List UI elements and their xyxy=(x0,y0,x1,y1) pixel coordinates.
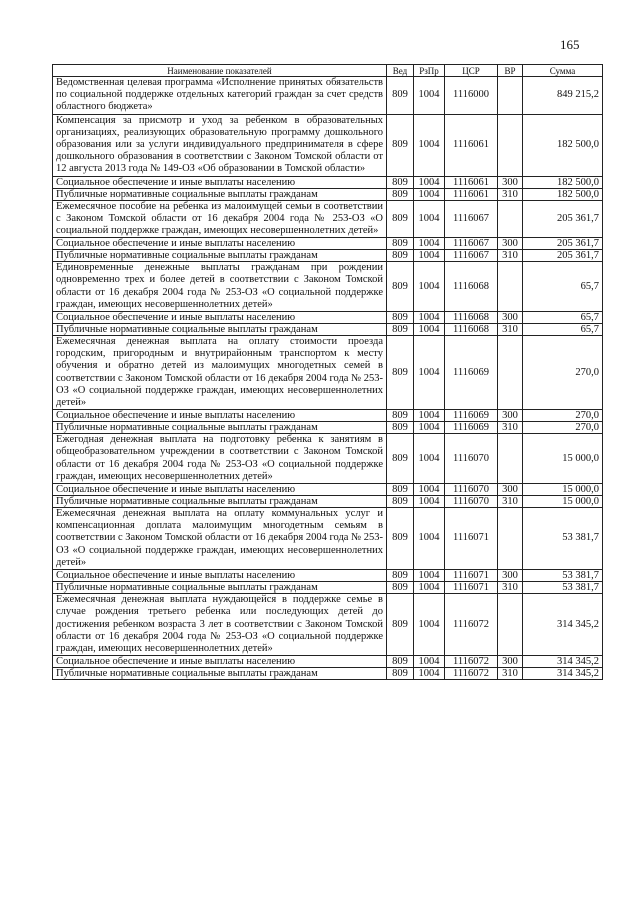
cell-vr: 300 xyxy=(498,312,523,324)
cell-vr xyxy=(498,508,523,570)
cell-rzpr: 1004 xyxy=(414,570,445,582)
cell-name: Публичные нормативные социальные выплаты гражданам xyxy=(53,250,387,262)
cell-name: Ежегодная денежная выплата на подготовку ребенка к занятиям в общеобразовательном учреждении в соответствии с Законом Томской области от 16 декабря 2004 года № 253-ОЗ «О социальной поддержке граждан, имеющих несовершеннолетних детей» xyxy=(53,434,387,484)
cell-rzpr: 1004 xyxy=(414,496,445,508)
cell-sum: 270,0 xyxy=(523,336,603,410)
cell-csr: 1116061 xyxy=(445,114,498,176)
cell-name: Социальное обеспечение и иные выплаты населению xyxy=(53,410,387,422)
cell-name: Компенсация за присмотр и уход за ребенком в образовательных организациях, реализующих образовательную программу дошкольного образования или за услуги индивидуального предпринимателя в сфере дошкольного образования в соответствии с Законом Томской области от 12 августа 2013 года № 149-ОЗ «Об образовании в Томской области» xyxy=(53,114,387,176)
cell-rzpr: 1004 xyxy=(414,312,445,324)
cell-ved: 809 xyxy=(387,336,414,410)
cell-vr: 310 xyxy=(498,250,523,262)
table-row xyxy=(53,484,603,496)
cell-name: Ежемесячное пособие на ребенка из малоимущей семьи в соответствии с Законом Томской области от 16 декабря 2004 года № 253-ОЗ «О социальной поддержке граждан, имеющих несовершеннолетних детей» xyxy=(53,200,387,238)
cell-name: Социальное обеспечение и иные выплаты населению xyxy=(53,570,387,582)
cell-sum: 15 000,0 xyxy=(523,496,603,508)
cell-sum: 270,0 xyxy=(523,410,603,422)
cell-sum: 65,7 xyxy=(523,324,603,336)
cell-sum: 182 500,0 xyxy=(523,114,603,176)
cell-ved: 809 xyxy=(387,508,414,570)
cell-ved: 809 xyxy=(387,238,414,250)
cell-sum: 53 381,7 xyxy=(523,570,603,582)
cell-sum: 182 500,0 xyxy=(523,188,603,200)
table-header-row xyxy=(53,65,603,77)
cell-rzpr: 1004 xyxy=(414,656,445,668)
cell-csr: 1116069 xyxy=(445,336,498,410)
table-row xyxy=(53,250,603,262)
cell-ved: 809 xyxy=(387,656,414,668)
cell-csr: 1116070 xyxy=(445,484,498,496)
cell-vr xyxy=(498,262,523,312)
cell-csr: 1116071 xyxy=(445,582,498,594)
cell-sum: 314 345,2 xyxy=(523,656,603,668)
budget-table xyxy=(52,64,603,680)
cell-csr: 1116071 xyxy=(445,508,498,570)
cell-sum: 15 000,0 xyxy=(523,484,603,496)
header-sum: Сумма xyxy=(523,65,603,77)
cell-ved: 809 xyxy=(387,582,414,594)
cell-name: Публичные нормативные социальные выплаты гражданам xyxy=(53,668,387,680)
cell-csr: 1116067 xyxy=(445,200,498,238)
cell-vr: 310 xyxy=(498,324,523,336)
cell-ved: 809 xyxy=(387,496,414,508)
header-vr: ВР xyxy=(498,65,523,77)
cell-vr: 310 xyxy=(498,422,523,434)
cell-csr: 1116072 xyxy=(445,668,498,680)
cell-ved: 809 xyxy=(387,77,414,115)
cell-vr: 310 xyxy=(498,668,523,680)
cell-ved: 809 xyxy=(387,114,414,176)
cell-name: Социальное обеспечение и иные выплаты населению xyxy=(53,484,387,496)
cell-sum: 15 000,0 xyxy=(523,434,603,484)
table-row xyxy=(53,410,603,422)
cell-ved: 809 xyxy=(387,484,414,496)
table-row xyxy=(53,668,603,680)
cell-csr: 1116061 xyxy=(445,188,498,200)
cell-vr: 300 xyxy=(498,570,523,582)
cell-rzpr: 1004 xyxy=(414,668,445,680)
cell-csr: 1116070 xyxy=(445,496,498,508)
table-row xyxy=(53,508,603,570)
cell-name: Публичные нормативные социальные выплаты гражданам xyxy=(53,422,387,434)
table-row xyxy=(53,77,603,115)
cell-name: Ежемесячная денежная выплата на оплату стоимости проезда городским, пригородным и внутрирайонным транспортом к месту обучения и обратно детей из малоимущих многодетных семей в соответствии с Законом Томской области от 16 декабря 2004 года № 253-ОЗ «О социальной поддержке граждан, имеющих несовершеннолетних детей» xyxy=(53,336,387,410)
table-row xyxy=(53,422,603,434)
table-row xyxy=(53,656,603,668)
cell-sum: 205 361,7 xyxy=(523,238,603,250)
cell-csr: 1116069 xyxy=(445,422,498,434)
cell-sum: 53 381,7 xyxy=(523,582,603,594)
cell-name: Социальное обеспечение и иные выплаты населению xyxy=(53,312,387,324)
cell-sum: 849 215,2 xyxy=(523,77,603,115)
cell-sum: 205 361,7 xyxy=(523,200,603,238)
table-row xyxy=(53,262,603,312)
cell-vr: 300 xyxy=(498,238,523,250)
cell-ved: 809 xyxy=(387,668,414,680)
cell-vr: 300 xyxy=(498,484,523,496)
cell-csr: 1116061 xyxy=(445,176,498,188)
cell-name: Ведомственная целевая программа «Исполнение принятых обязательств по социальной поддержке отдельных категорий граждан за счет средств областного бюджета» xyxy=(53,77,387,115)
header-rzpr: РзПр xyxy=(414,65,445,77)
cell-rzpr: 1004 xyxy=(414,77,445,115)
table-row xyxy=(53,200,603,238)
cell-rzpr: 1004 xyxy=(414,200,445,238)
cell-rzpr: 1004 xyxy=(414,410,445,422)
header-ved: Вед xyxy=(387,65,414,77)
cell-csr: 1116070 xyxy=(445,434,498,484)
cell-vr xyxy=(498,434,523,484)
cell-ved: 809 xyxy=(387,594,414,656)
table-row xyxy=(53,324,603,336)
cell-name: Ежемесячная денежная выплата на оплату коммунальных услуг и компенсационная доплата малоимущим многодетным семьям в соответствии с Законом Томской области от 16 декабря 2004 года № 253-ОЗ «О социальной поддержке граждан, имеющих несовершеннолетних детей» xyxy=(53,508,387,570)
cell-name: Публичные нормативные социальные выплаты гражданам xyxy=(53,496,387,508)
cell-rzpr: 1004 xyxy=(414,508,445,570)
table-row xyxy=(53,434,603,484)
cell-rzpr: 1004 xyxy=(414,324,445,336)
cell-vr: 300 xyxy=(498,410,523,422)
header-name: Наименование показателей xyxy=(53,65,387,77)
cell-name: Ежемесячная денежная выплата нуждающейся в поддержке семье в случае рождения третьего ребенка или последующих детей до достижения ребенком возраста 3 лет в соответствии с Законом Томской области от 16 декабря 2004 года № 253-ОЗ «О социальной поддержке граждан, имеющих несовершеннолетних детей» xyxy=(53,594,387,656)
cell-rzpr: 1004 xyxy=(414,434,445,484)
cell-ved: 809 xyxy=(387,262,414,312)
cell-csr: 1116067 xyxy=(445,250,498,262)
cell-sum: 270,0 xyxy=(523,422,603,434)
cell-csr: 1116072 xyxy=(445,656,498,668)
cell-ved: 809 xyxy=(387,422,414,434)
cell-name: Социальное обеспечение и иные выплаты населению xyxy=(53,176,387,188)
cell-sum: 182 500,0 xyxy=(523,176,603,188)
cell-ved: 809 xyxy=(387,200,414,238)
cell-csr: 1116072 xyxy=(445,594,498,656)
cell-ved: 809 xyxy=(387,434,414,484)
cell-csr: 1116071 xyxy=(445,570,498,582)
cell-name: Социальное обеспечение и иные выплаты населению xyxy=(53,238,387,250)
cell-vr: 310 xyxy=(498,582,523,594)
page-number: 165 xyxy=(560,37,580,52)
table-row xyxy=(53,594,603,656)
cell-ved: 809 xyxy=(387,570,414,582)
cell-rzpr: 1004 xyxy=(414,262,445,312)
table-row xyxy=(53,312,603,324)
cell-ved: 809 xyxy=(387,188,414,200)
cell-ved: 809 xyxy=(387,312,414,324)
table-row xyxy=(53,114,603,176)
cell-csr: 1116068 xyxy=(445,324,498,336)
table-row xyxy=(53,176,603,188)
cell-vr: 300 xyxy=(498,656,523,668)
table-row xyxy=(53,570,603,582)
table-body xyxy=(53,77,603,680)
cell-csr: 1116068 xyxy=(445,262,498,312)
cell-vr xyxy=(498,200,523,238)
cell-ved: 809 xyxy=(387,250,414,262)
cell-vr xyxy=(498,336,523,410)
cell-ved: 809 xyxy=(387,324,414,336)
cell-rzpr: 1004 xyxy=(414,176,445,188)
cell-rzpr: 1004 xyxy=(414,594,445,656)
cell-csr: 1116000 xyxy=(445,77,498,115)
table-row xyxy=(53,238,603,250)
cell-rzpr: 1004 xyxy=(414,188,445,200)
cell-sum: 65,7 xyxy=(523,262,603,312)
cell-csr: 1116068 xyxy=(445,312,498,324)
table-row xyxy=(53,582,603,594)
cell-csr: 1116067 xyxy=(445,238,498,250)
cell-sum: 53 381,7 xyxy=(523,508,603,570)
cell-rzpr: 1004 xyxy=(414,250,445,262)
cell-vr xyxy=(498,77,523,115)
cell-rzpr: 1004 xyxy=(414,336,445,410)
table-row xyxy=(53,336,603,410)
cell-name: Публичные нормативные социальные выплаты гражданам xyxy=(53,582,387,594)
cell-vr xyxy=(498,114,523,176)
cell-name: Публичные нормативные социальные выплаты гражданам xyxy=(53,324,387,336)
table-row xyxy=(53,188,603,200)
cell-rzpr: 1004 xyxy=(414,422,445,434)
cell-vr: 310 xyxy=(498,496,523,508)
header-csr: ЦСР xyxy=(445,65,498,77)
cell-name: Единовременные денежные выплаты гражданам при рождении одновременно трех и более детей в соответствии с Законом Томской области от 16 декабря 2004 года № 253-ОЗ «О социальной поддержке граждан, имеющих несовершеннолетних детей» xyxy=(53,262,387,312)
cell-sum: 314 345,2 xyxy=(523,668,603,680)
cell-rzpr: 1004 xyxy=(414,238,445,250)
cell-ved: 809 xyxy=(387,176,414,188)
cell-ved: 809 xyxy=(387,410,414,422)
table-row xyxy=(53,496,603,508)
cell-sum: 205 361,7 xyxy=(523,250,603,262)
cell-rzpr: 1004 xyxy=(414,484,445,496)
cell-sum: 314 345,2 xyxy=(523,594,603,656)
cell-csr: 1116069 xyxy=(445,410,498,422)
cell-rzpr: 1004 xyxy=(414,114,445,176)
cell-vr: 310 xyxy=(498,188,523,200)
cell-rzpr: 1004 xyxy=(414,582,445,594)
cell-vr xyxy=(498,594,523,656)
cell-sum: 65,7 xyxy=(523,312,603,324)
cell-vr: 300 xyxy=(498,176,523,188)
cell-name: Публичные нормативные социальные выплаты гражданам xyxy=(53,188,387,200)
cell-name: Социальное обеспечение и иные выплаты населению xyxy=(53,656,387,668)
